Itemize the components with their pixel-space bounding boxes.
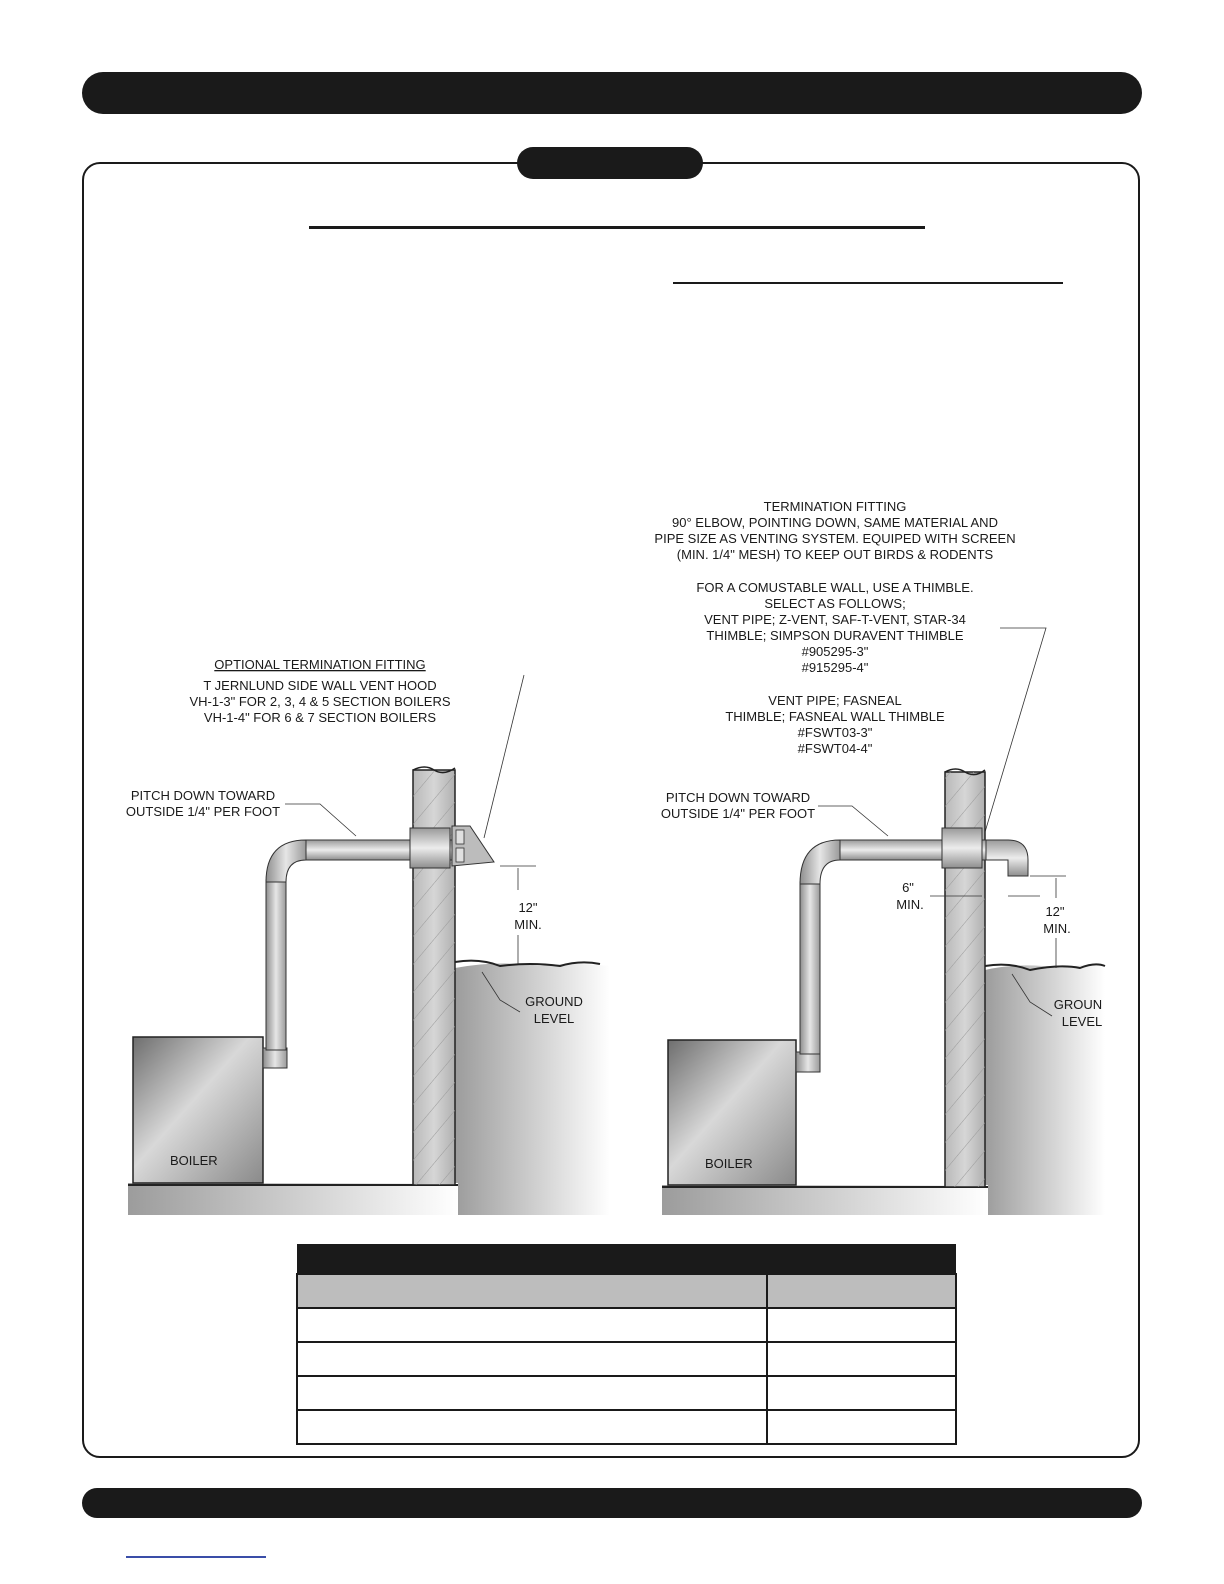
right-callout-leader: [985, 628, 1046, 832]
right-termination-elbow: [986, 840, 1028, 876]
table-row: [297, 1376, 956, 1410]
left-vertical-pipe: [266, 880, 286, 1050]
right-callout-line-13: VENT PIPE; FASNEAL: [768, 693, 902, 708]
right-flue-collar: [796, 1052, 820, 1072]
left-boiler-label: BOILER: [170, 1153, 218, 1168]
right-callout-line-16: #FSWT04-4": [797, 741, 873, 756]
left-callout-line-1: T JERNLUND SIDE WALL VENT HOOD: [203, 678, 437, 693]
right-callout-line-1: TERMINATION FITTING: [763, 499, 907, 514]
right-callout-line-15: #FSWT03-3": [797, 725, 873, 740]
right-boiler-label: BOILER: [705, 1156, 753, 1171]
left-callout-leader: [484, 675, 524, 838]
vent-table-subheader-col-1: [297, 1274, 767, 1308]
left-pitch-leader: [285, 804, 356, 836]
left-pitch-line-2: OUTSIDE 1/4" PER FOOT: [125, 804, 281, 819]
right-pitch-line-2: OUTSIDE 1/4" PER FOOT: [660, 806, 816, 821]
right-wall-clearance-line-1: 6": [902, 880, 914, 895]
right-callout-line-7: SELECT AS FOLLOWS;: [764, 596, 906, 611]
right-callout-line-6: FOR A COMUSTABLE WALL, USE A THIMBLE.: [696, 580, 974, 595]
left-pitch-line-1: PITCH DOWN TOWARD: [130, 788, 276, 803]
right-clearance-line-1: 12": [1045, 904, 1065, 919]
left-callout-line-3: VH-1-4" FOR 6 & 7 SECTION BOILERS: [203, 710, 437, 725]
left-ground-line-1: GROUND: [525, 994, 583, 1009]
right-diagram: [654, 499, 1105, 1215]
left-pipe-elbow: [266, 840, 306, 882]
left-clearance-line-1: 12": [518, 900, 538, 915]
right-callout-line-4: (MIN. 1/4" MESH) TO KEEP OUT BIRDS & RODENTS: [676, 547, 994, 562]
right-callout-line-9: THIMBLE; SIMPSON DURAVENT THIMBLE: [706, 628, 964, 643]
right-floor: [662, 1185, 988, 1215]
table-row: [297, 1308, 956, 1342]
table-row: [297, 1342, 956, 1376]
right-pipe-elbow: [800, 840, 840, 884]
footer-link-underline[interactable]: [126, 1556, 266, 1558]
right-wall-clearance-line-2: MIN.: [896, 897, 924, 912]
footer-bar: [82, 1488, 1142, 1518]
right-callout-line-8: VENT PIPE; Z-VENT, SAF-T-VENT, STAR-34: [704, 612, 966, 627]
vent-table: [296, 1244, 957, 1445]
right-ground-line-2: LEVEL: [1061, 1014, 1103, 1029]
right-vertical-pipe: [800, 882, 820, 1054]
left-callout-line-2: VH-1-3" FOR 2, 3, 4 & 5 SECTION BOILERS: [189, 694, 451, 709]
right-wall-thimble: [942, 828, 982, 868]
right-callout-line-2: 90° ELBOW, POINTING DOWN, SAME MATERIAL AND: [672, 515, 998, 530]
left-floor: [128, 1183, 458, 1215]
right-pitch-line-1: PITCH DOWN TOWARD: [665, 790, 811, 805]
right-pitch-leader: [818, 806, 888, 836]
right-callout-line-11: #915295-4": [801, 660, 869, 675]
left-clearance-line-2: MIN.: [514, 917, 542, 932]
left-flue-collar: [263, 1048, 287, 1068]
left-callout-title: OPTIONAL TERMINATION FITTING: [214, 657, 426, 672]
vent-table-subheader-col-2: [767, 1274, 956, 1308]
right-ground-line-1: GROUN: [1053, 997, 1103, 1012]
right-callout-line-3: PIPE SIZE AS VENTING SYSTEM. EQUIPED WITH SCREEN: [654, 531, 1016, 546]
table-row: [297, 1410, 956, 1444]
right-callout-line-14: THIMBLE; FASNEAL WALL THIMBLE: [725, 709, 945, 724]
left-ground-line-2: LEVEL: [533, 1011, 575, 1026]
vent-table-header: [297, 1244, 956, 1274]
left-diagram: [126, 657, 610, 1215]
right-clearance-line-2: MIN.: [1043, 921, 1071, 936]
right-callout-line-10: #905295-3": [801, 644, 869, 659]
left-wall-sleeve: [410, 828, 450, 868]
